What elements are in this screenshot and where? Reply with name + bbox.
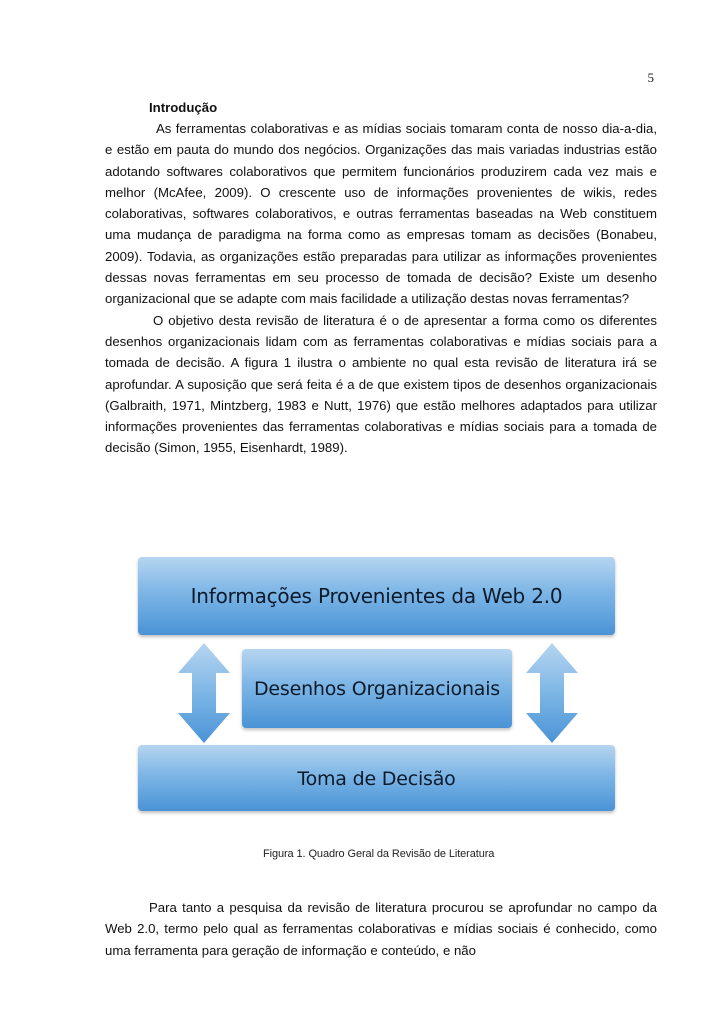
- document-body-continued: [105, 897, 657, 961]
- web-info-label: Informações Provenientes da Web 2.0: [190, 584, 563, 608]
- figure-caption: Figura 1. Quadro Geral da Revisão de Literatura: [263, 848, 495, 860]
- decision-label: Toma de Decisão: [297, 768, 456, 790]
- double-arrow-left-icon: [178, 643, 230, 743]
- web-info-box: [138, 557, 615, 635]
- org-design-box: [242, 649, 512, 728]
- decision-box: [138, 745, 615, 811]
- figure-diagram: [138, 557, 615, 811]
- section-heading: Introdução: [149, 100, 218, 115]
- document-body: [105, 97, 657, 459]
- closing-paragraph: Para tanto a pesquisa da revisão de literatura procurou se aprofundar no campo da Web 2.0, termo pelo qual as ferramentas colaborativas e mídias sociais é conhecido, como uma ferramenta para geração de informação e conteúdo, e não: [105, 900, 657, 958]
- intro-paragraph-1: As ferramentas colaborativas e as mídias sociais tomaram conta de nosso dia-a-dia, e estão em pauta do mundo dos negócios. Organizações das mais variadas industrias estão adotando softwares colaborativos que permitem funcionários produzirem cada vez mais e melhor (McAfee, 2009). O crescente uso de informações provenientes de wikis, redes colaborativas, softwares colaborativos, e outras ferramentas baseadas na Web constituem uma mudança de paradigma na forma como as empresas tomam as decisões (Bonabeu, 2009). Todavia, as organizações estão preparadas para utilizar as informações provenientes dessas novas ferramentas em seu processo de tomada de decisão? Existe um desenho organizacional que se adapte com mais facilidade a utilização destas novas ferramentas?: [105, 121, 657, 307]
- intro-paragraph-2: O objetivo desta revisão de literatura é o de apresentar a forma como os diferentes desenhos organizacionais lidam com as ferramentas colaborativas e mídias sociais para a tomada de decisão. A figura 1 ilustra o ambiente no qual esta revisão de literatura irá se aprofundar. A suposição que será feita é a de que existem tipos de desenhos organizacionais (Galbraith, 1971, Mintzberg, 1983 e Nutt, 1976) que estão melhores adaptados para utilizar informações provenientes das ferramentas colaborativas e mídias sociais para a tomada de decisão (Simon, 1955, Eisenhardt, 1989).: [105, 312, 657, 456]
- double-arrow-right-icon: [526, 643, 578, 743]
- page-number: 5: [647, 70, 654, 85]
- org-design-label: Desenhos Organizacionais: [253, 677, 501, 700]
